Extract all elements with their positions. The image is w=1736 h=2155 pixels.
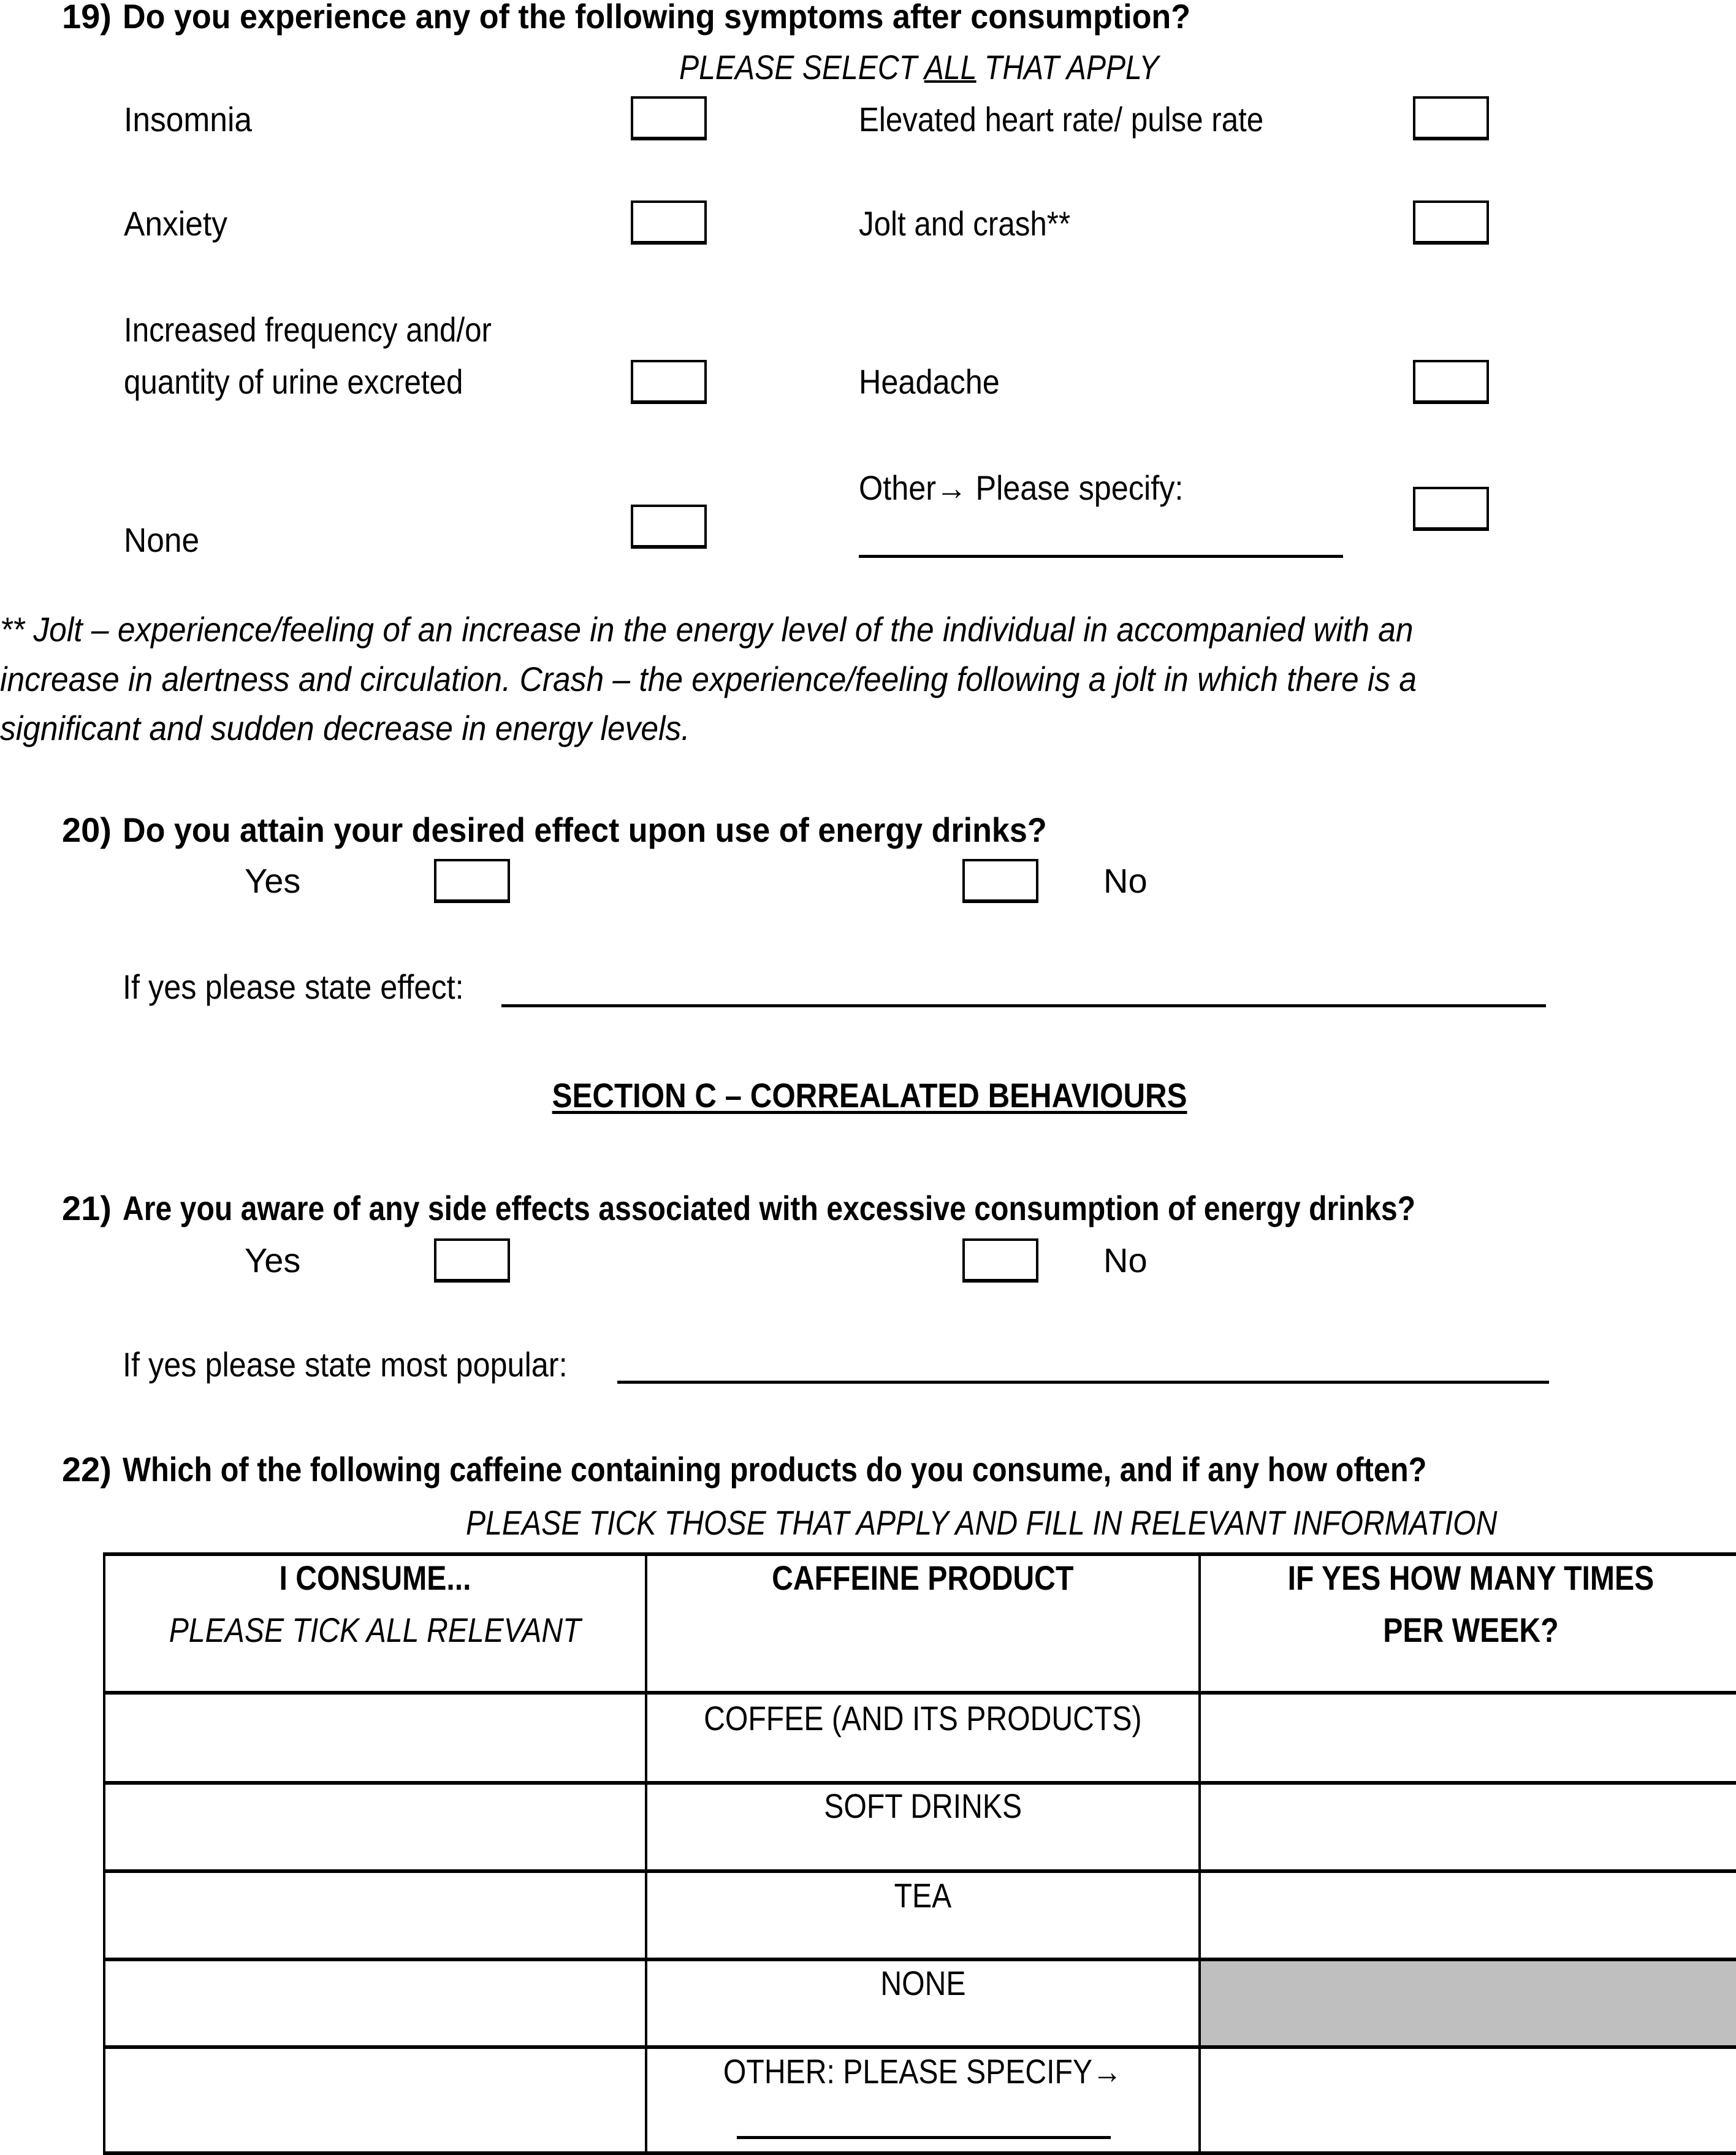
option-label-headache: Headache (859, 362, 1000, 401)
frequency-cell-soft-drinks[interactable] (1201, 1785, 1736, 1869)
frequency-cell-other[interactable] (1201, 2049, 1736, 2151)
checkbox-q21-yes[interactable] (434, 1238, 510, 1283)
question-21-text: Are you aware of any side effects associated with excessive consumption of energy drinks? (123, 1189, 1416, 1227)
footnote-line-2: increase in alertness and circulation. Crash – the experience/feeling following a jolt in which there is a (0, 660, 1417, 698)
tick-cell-none[interactable] (105, 1961, 645, 2045)
yes-label: Yes (245, 861, 301, 900)
checkbox-jolt-and-crash[interactable] (1413, 200, 1489, 245)
question-19-text: Do you experience any of the following symptoms after consumption? (123, 0, 1191, 36)
checkbox-insomnia[interactable] (631, 96, 707, 140)
checkbox-none[interactable] (631, 505, 707, 549)
yes-label: Yes (245, 1241, 301, 1280)
frequency-cell-coffee[interactable] (1201, 1695, 1736, 1781)
header-caffeine-product: CAFFEINE PRODUCT (772, 1558, 1074, 1597)
arrow-right-icon: → (1092, 2052, 1122, 2091)
question-number: 22) (62, 1450, 112, 1489)
header-tick-all-relevant: PLEASE TICK ALL RELEVANT (169, 1611, 581, 1649)
most-popular-input[interactable] (617, 1381, 1549, 1384)
select-all-instruction (679, 48, 1237, 87)
option-label-elevated-heart-rate: Elevated heart rate/ pulse rate (859, 100, 1264, 139)
effect-label: If yes please state effect: (123, 967, 464, 1006)
product-coffee: COFFEE (AND ITS PRODUCTS) (704, 1699, 1142, 1737)
instruction-emphasis: ALL (924, 48, 976, 86)
no-label: No (1103, 861, 1148, 900)
table-border (104, 1552, 1736, 1556)
product-none: NONE (880, 1964, 966, 2002)
option-label-insomnia: Insomnia (124, 100, 253, 139)
question-number: 20) (62, 811, 112, 849)
question-20-text: Do you attain your desired effect upon use of energy drinks? (123, 811, 1047, 849)
question-text (123, 0, 1271, 36)
question-number: 21) (62, 1189, 112, 1227)
option-label-none: None (124, 521, 200, 559)
checkbox-increased-urine[interactable] (631, 360, 707, 404)
instruction-pre: PLEASE SELECT (679, 48, 924, 86)
checkbox-q21-no[interactable] (962, 1238, 1038, 1283)
disabled-cell-none-frequency (1200, 1959, 1736, 2047)
table-border (104, 2151, 1736, 2155)
header-i-consume: I CONSUME... (279, 1558, 471, 1597)
product-soft-drinks: SOFT DRINKS (824, 1787, 1022, 1825)
option-label-urine-line1: Increased frequency and/or (124, 310, 492, 349)
effect-input[interactable] (501, 1004, 1546, 1007)
option-label-urine-line2: quantity of urine excreted (124, 362, 463, 401)
product-other: OTHER: PLEASE SPECIFY→ (723, 2052, 1122, 2091)
checkbox-elevated-heart-rate[interactable] (1413, 96, 1489, 140)
frequency-cell-tea[interactable] (1201, 1873, 1736, 1958)
tick-cell-tea[interactable] (105, 1873, 645, 1958)
section-c-title: SECTION C – CORREALATED BEHAVIOURS (552, 1076, 1187, 1115)
question-number: 19) (62, 0, 112, 36)
checkbox-q20-no[interactable] (962, 859, 1038, 903)
option-label-jolt-and-crash: Jolt and crash** (859, 204, 1071, 243)
other-specify-input[interactable] (859, 555, 1343, 558)
footnote-line-3: significant and sudden decrease in energy levels. (0, 709, 690, 747)
other-product-specify-input[interactable] (737, 2136, 1111, 2139)
footnote-line-1: ** Jolt – experience/feeling of an increase in the energy level of the individual in accompanied with an (0, 610, 1414, 649)
header-times-per-week-line1: IF YES HOW MANY TIMES (1287, 1558, 1654, 1597)
table-instruction: PLEASE TICK THOSE THAT APPLY AND FILL IN RELEVANT INFORMATION (465, 1503, 1498, 1542)
no-label: No (1103, 1241, 1148, 1280)
checkbox-headache[interactable] (1413, 360, 1489, 404)
checkbox-anxiety[interactable] (631, 200, 707, 245)
tick-cell-coffee[interactable] (105, 1695, 645, 1781)
instruction-post: THAT APPLY (976, 48, 1159, 86)
question-22-text: Which of the following caffeine containing products do you consume, and if any how often? (123, 1450, 1427, 1489)
most-popular-label: If yes please state most popular: (123, 1345, 568, 1384)
header-times-per-week-line2: PER WEEK? (1382, 1611, 1559, 1649)
checkbox-q20-yes[interactable] (434, 859, 510, 903)
option-label-anxiety: Anxiety (124, 204, 227, 243)
product-tea: TEA (894, 1876, 952, 1915)
arrow-right-icon: → (936, 468, 967, 507)
tick-cell-other[interactable] (105, 2049, 645, 2151)
tick-cell-soft-drinks[interactable] (105, 1785, 645, 1869)
option-label-other: Other→ Please specify: (859, 468, 1184, 507)
checkbox-other[interactable] (1413, 487, 1489, 531)
